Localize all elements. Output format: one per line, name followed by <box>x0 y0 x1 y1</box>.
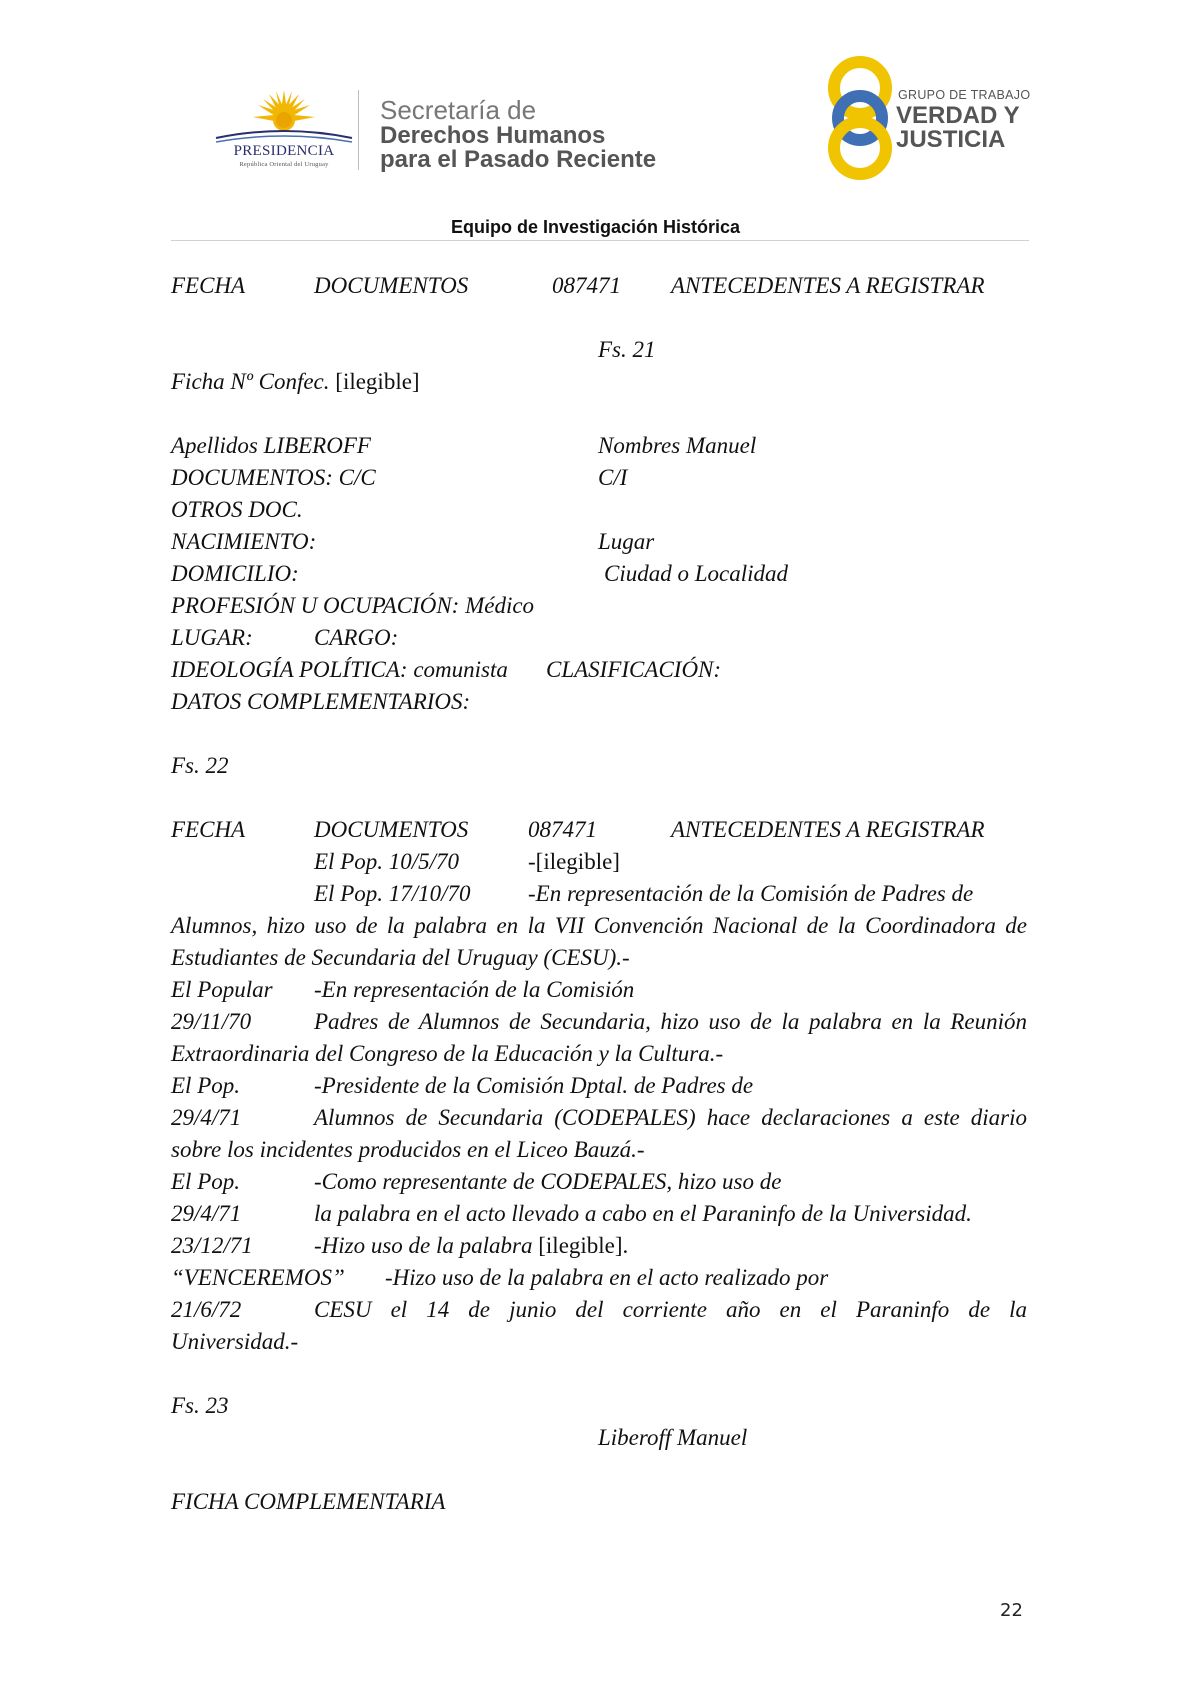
entry-text: Alumnos, hizo uso de la palabra en la VII Convención Nacional de la Coordinadora de <box>171 913 1027 938</box>
presidencia-subtitle: República Oriental del Uruguay <box>239 161 329 168</box>
folio-23: Fs. 23 <box>171 1393 229 1418</box>
folio-21: Fs. 21 <box>598 337 656 362</box>
entry-date: 21/6/72 <box>171 1297 242 1322</box>
presidencia-name: PRESIDENCIA <box>233 143 335 159</box>
entry-doc: “VENCEREMOS” <box>171 1265 345 1290</box>
sun-emblem-icon <box>210 88 358 144</box>
col-documentos: DOCUMENTOS <box>314 817 469 842</box>
folio-22: Fs. 22 <box>171 753 229 778</box>
header-divider <box>171 240 1029 241</box>
verdad-justicia-rings-icon <box>820 56 900 180</box>
domicilio: DOMICILIO: <box>171 561 299 586</box>
lugar-field: Lugar <box>598 529 655 554</box>
entry-text: sobre los incidentes producidos en el Liceo Bauzá.- <box>171 1137 645 1162</box>
name-heading: Liberoff Manuel <box>598 1425 748 1450</box>
clasificacion: CLASIFICACIÓN: <box>546 657 722 682</box>
verdad-label: VERDAD Y <box>896 102 1020 129</box>
nacimiento: NACIMIENTO: <box>171 529 317 554</box>
table-header-row-2 <box>171 814 1027 846</box>
col-fecha: FECHA <box>171 273 246 298</box>
col-documentos: DOCUMENTOS <box>314 273 469 298</box>
secretaria-line-2: Derechos Humanos <box>380 122 606 149</box>
col-number: 087471 <box>528 817 597 842</box>
col-fecha: FECHA <box>171 817 246 842</box>
entry-text: CESU el 14 de junio del corriente año en el Paraninfo de la <box>314 1297 1027 1322</box>
col-number: 087471 <box>552 273 621 298</box>
team-title: Equipo de Investigación Histórica <box>450 217 741 237</box>
entry-text: -[ilegible] <box>528 849 620 874</box>
entry-date: 29/4/71 <box>171 1201 242 1226</box>
document-body <box>171 270 1027 1518</box>
col-antecedentes: ANTECEDENTES A REGISTRAR <box>671 817 985 842</box>
entry-text: -En representación de la Comisión <box>314 977 635 1002</box>
secretaria-line-3: para el Pasado Reciente <box>380 146 657 173</box>
entry-doc: El Pop. <box>171 1073 240 1098</box>
justicia-label: JUSTICIA <box>896 126 1006 153</box>
entry-text: la palabra en el acto llevado a cabo en el Paraninfo de la Universidad. <box>314 1201 972 1226</box>
logo-divider <box>358 90 359 170</box>
ciudad-field: Ciudad o Localidad <box>604 561 789 586</box>
documentos-field: DOCUMENTOS: C/C <box>171 465 376 490</box>
entry-text: -En representación de la Comisión de Padres de <box>528 881 974 906</box>
entry-text: Padres de Alumnos de Secundaria, hizo uso de la palabra en la Reunión <box>314 1009 1027 1034</box>
entry-date: 29/11/70 <box>171 1009 252 1034</box>
entry-date: 23/12/71 <box>171 1233 253 1258</box>
entry-text: -Como representante de CODEPALES, hizo uso de <box>314 1169 782 1194</box>
entry-doc: El Pop. 17/10/70 <box>314 881 471 906</box>
presidencia-logo <box>210 88 358 174</box>
entry-text: -Hizo uso de la palabra en el acto realizado por <box>385 1265 829 1290</box>
entry-doc: El Pop. 10/5/70 <box>314 849 460 874</box>
apellidos: Apellidos LIBEROFF <box>171 433 371 458</box>
lugar-2: LUGAR: <box>171 625 253 650</box>
entry-date: 29/4/71 <box>171 1105 242 1130</box>
entry-text: -Hizo uso de la palabra [ilegible]. <box>314 1233 629 1258</box>
grupo-trabajo-label: GRUPO DE TRABAJO <box>898 88 1031 102</box>
entry-doc: El Popular <box>171 977 273 1002</box>
cargo: CARGO: <box>314 625 399 650</box>
entry-text: -Presidente de la Comisión Dptal. de Padres de <box>314 1073 754 1098</box>
otros-doc: OTROS DOC. <box>171 497 303 522</box>
ficha-complementaria: FICHA COMPLEMENTARIA <box>171 1489 446 1514</box>
entry-text: Extraordinaria del Congreso de la Educación y la Cultura.- <box>171 1041 724 1066</box>
col-antecedentes: ANTECEDENTES A REGISTRAR <box>671 273 985 298</box>
entry-text: Estudiantes de Secundaria del Uruguay (CESU).- <box>171 945 630 970</box>
datos-complementarios: DATOS COMPLEMENTARIOS: <box>171 689 471 714</box>
ci-field: C/I <box>598 465 628 490</box>
entry-text: Universidad.- <box>171 1329 299 1354</box>
table-header-row <box>171 270 1027 302</box>
entry-doc: El Pop. <box>171 1169 240 1194</box>
ideologia: IDEOLOGÍA POLÍTICA: comunista <box>171 657 508 682</box>
profesion: PROFESIÓN U OCUPACIÓN: Médico <box>171 593 535 618</box>
ficha-line: Ficha Nº Confec. [ilegible] <box>171 369 420 394</box>
page-number: 22 <box>1000 1600 1023 1621</box>
nombres: Nombres Manuel <box>598 433 757 458</box>
entry-text: Alumnos de Secundaria (CODEPALES) hace declaraciones a este diario <box>314 1105 1027 1130</box>
secretaria-line-1: Secretaría de <box>380 95 537 125</box>
